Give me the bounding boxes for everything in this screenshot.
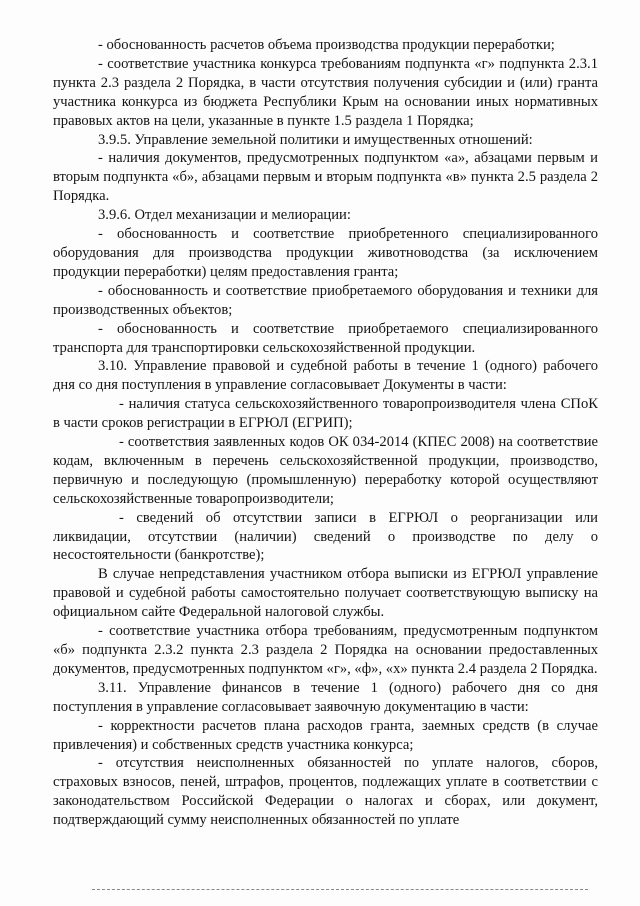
section-heading: 3.9.6. Отдел механизации и мелиорации:	[98, 207, 351, 224]
paragraph: - корректности расчетов плана расходов гранта, заемных средств (в случае привлечения) и собственных средств участника конкурса;	[53, 717, 598, 753]
paragraph: - наличия документов, предусмотренных подпунктом «а», абзацами первым и вторым подпункта «б», абзацами первым и вторым подпункта «в» пункта 2.5 раздела 2 Порядка.	[53, 150, 598, 205]
paragraph: - обоснованность и соответствие приобретаемого оборудования и техники для производственных объектов;	[53, 282, 598, 318]
paragraph: - отсутствия неисполненных обязанностей по уплате налогов, сборов, страховых взносов, пеней, штрафов, процентов, подлежащих уплате в соответствии с законодательством Российской Федерации о налогах и сборах, или документ, подтверждающий сумму неисполненных обязанностей по уплате	[53, 755, 598, 829]
paragraph: - соответствие участника отбора требованиям, предусмотренным подпунктом «б» подпункта 2.3.2 пункта 2.3 раздела 2 Порядка на основании предоставленных документов, предусмотренных подпунктом «г», «ф», «х» пункта 2.4 раздела 2 Порядка.	[53, 623, 598, 677]
paragraph: - обоснованность расчетов объема производства продукции переработки;	[98, 37, 555, 53]
paragraph: - обоснованность и соответствие приобретенного специализированного оборудования для производства продукции животноводства (за исключением продукции переработки) целям предоставления гранта;	[53, 226, 598, 280]
page-bottom-rule	[92, 889, 588, 890]
document-body	[53, 36, 598, 830]
paragraph: В случае непредставления участником отбора выписки из ЕГРЮЛ управление правовой и судебной работы самостоятельно получает соответствующую выписку на официальном сайте Федеральной налоговой службы.	[53, 566, 598, 621]
paragraph: - обоснованность и соответствие приобретаемого специализированного транспорта для транспортировки сельскохозяйственной продукции.	[53, 320, 598, 356]
paragraph: - наличия статуса сельскохозяйственного товаропроизводителя члена СПоК в части сроков регистрации в ЕГРЮЛ (ЕГРИП);	[53, 396, 598, 432]
section-heading: 3.11. Управление финансов в течение 1 (одного) рабочего дня со дня поступления в управление согласовывает заявочную документацию в части:	[53, 679, 598, 715]
paragraph: - сведений об отсутствии записи в ЕГРЮЛ о реорганизации или ликвидации, отсутствии (наличии) сведений о производстве по делу о несостоятельности (банкротстве);	[53, 509, 598, 564]
section-heading: 3.10. Управление правовой и судебной работы в течение 1 (одного) рабочего дня со дня поступления в управление согласовывает Документы в части:	[53, 358, 598, 394]
section-heading: 3.9.5. Управление земельной политики и имущественных отношений:	[98, 131, 533, 148]
paragraph: - соответствие участника конкурса требованиям подпункта «г» подпункта 2.3.1 пункта 2.3 раздела 2 Порядка, в части отсутствия получения субсидии и (или) гранта участника конкурса из бюджета Республики Крым на основании иных нормативных правовых актов на цели, указанные в пункте 1.5 раздела 1 Порядка;	[53, 55, 598, 129]
paragraph: - соответствия заявленных кодов ОК 034-2014 (КПЕС 2008) на соответствие кодам, включенным в перечень сельскохозяйственной продукции, производство, первичную и последующую (промышленную) переработку которой осуществляют сельскохозяйственные товаропроизводители;	[53, 434, 598, 507]
